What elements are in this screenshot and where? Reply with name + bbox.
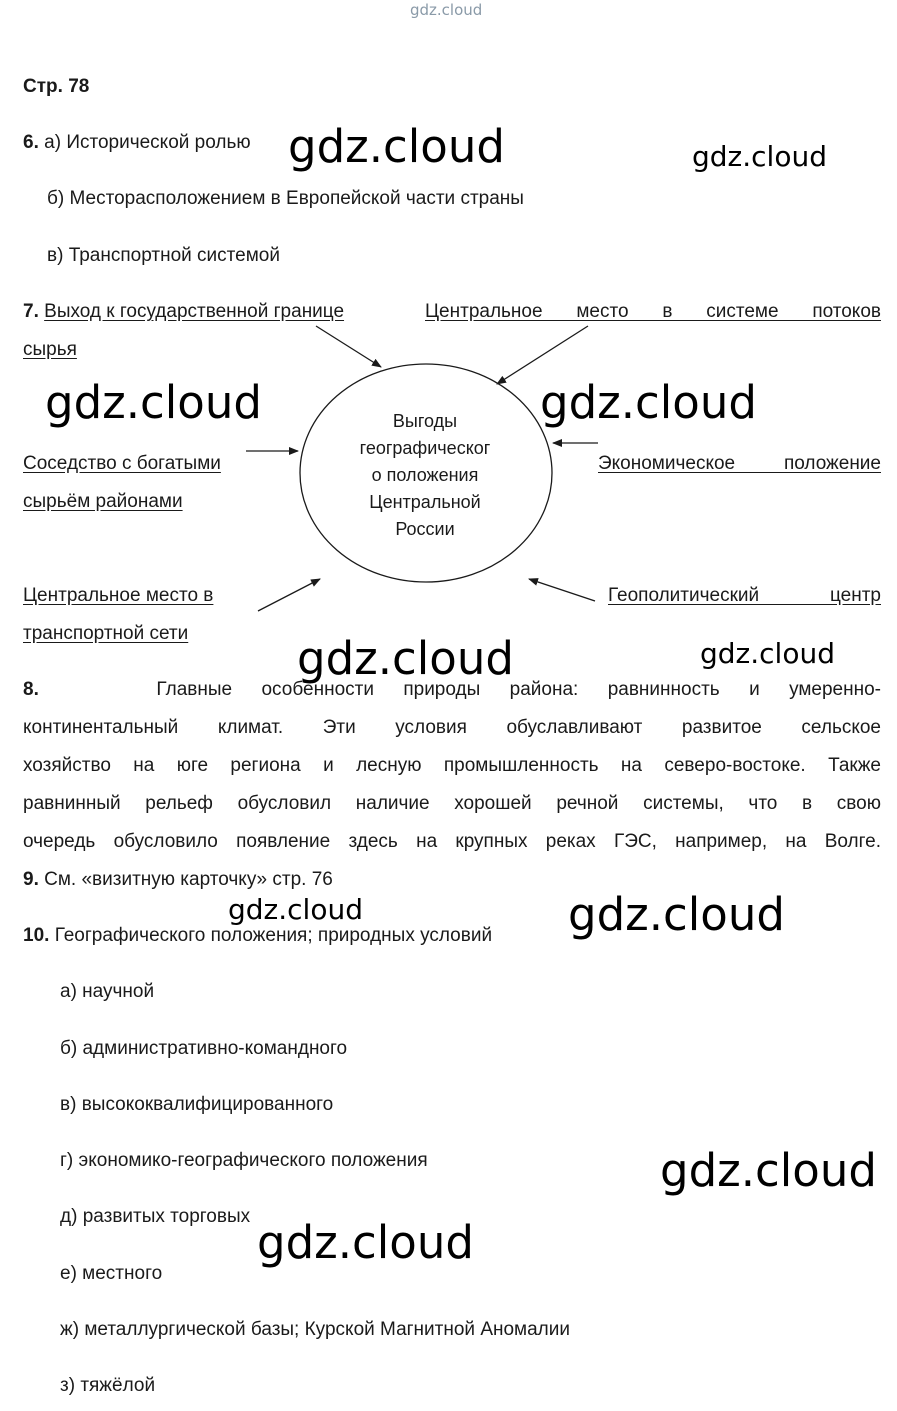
- page-label: Стр. 78: [23, 76, 90, 97]
- q7-border-exit-label: Выход к государственной границе: [44, 301, 345, 322]
- q8-line-4: равнинный рельеф обусловил наличие хорошей речной системы, что в свою: [23, 793, 881, 814]
- q10-item-d: г) экономико-географического положения: [60, 1150, 428, 1171]
- q7-neighbors-line2: сырьём районами: [23, 491, 183, 512]
- q7-border-exit: [23, 302, 344, 321]
- q10-number: 10.: [23, 925, 50, 946]
- center-line-5: России: [395, 519, 455, 539]
- center-line-1: Выгоды: [392, 411, 458, 431]
- center-line-4: Центральной: [369, 492, 481, 512]
- q9-number: 9.: [23, 869, 39, 890]
- arrow-transport: [258, 579, 320, 611]
- watermark: gdz.cloud: [297, 632, 514, 685]
- q8-line-1-text: Главные особенности природы района: равнинность и умеренно-: [156, 679, 881, 700]
- q6-answer-a: а) Исторической ролью: [44, 132, 251, 153]
- watermark: gdz.cloud: [692, 140, 827, 173]
- q7-number: 7.: [23, 301, 39, 322]
- q8-line-5: очередь обусловило появление здесь на крупных реках ГЭС, например, на Волге.: [23, 831, 881, 852]
- q7-transport-line2: транспортной сети: [23, 623, 189, 644]
- watermark: gdz.cloud: [540, 376, 757, 429]
- q10-item-b: б) административно-командного: [60, 1038, 348, 1059]
- q7-neighbors-line1: Соседство с богатыми: [23, 453, 221, 474]
- q10-text: Географического положения; природных условий: [54, 925, 493, 946]
- q8-number: 8.: [23, 679, 39, 700]
- watermark: gdz.cloud: [568, 888, 785, 941]
- q7-transport-line1: Центральное место в: [23, 585, 214, 606]
- q10-item-h: з) тяжёлой: [60, 1375, 156, 1396]
- q7-raw-flows-line2: сырья: [23, 339, 77, 360]
- watermark: gdz.cloud: [45, 376, 262, 429]
- watermark: gdz.cloud: [257, 1216, 474, 1269]
- watermark: gdz.cloud: [660, 1144, 877, 1197]
- watermark: gdz.cloud: [288, 120, 505, 173]
- arrow-border-exit: [316, 326, 381, 367]
- q10-item-g: ж) металлургической базы; Курской Магнитной Аномалии: [60, 1319, 570, 1340]
- q7-center-label: [345, 408, 505, 543]
- q7-economic: Экономическое положение: [598, 453, 881, 474]
- q10-item-f: е) местного: [60, 1263, 163, 1284]
- q9-text: См. «визитную карточку» стр. 76: [44, 869, 333, 890]
- q8-line-3: хозяйство на юге региона и лесную промышленность на северо-востоке. Также: [23, 755, 881, 776]
- watermark: gdz.cloud: [228, 893, 363, 926]
- q7-geopolitical: Геополитический центр: [608, 585, 881, 606]
- watermark: gdz.cloud: [700, 637, 835, 670]
- arrow-geopolitical: [529, 579, 595, 601]
- q10-item-c: в) высококвалифицированного: [60, 1094, 334, 1115]
- top-watermark: gdz.cloud: [410, 1, 483, 19]
- q6-item-b: б) Месторасположением в Европейской части страны: [47, 188, 524, 209]
- q10-item-e: д) развитых торговых: [60, 1206, 251, 1227]
- q6-item-c: в) Транспортной системой: [47, 245, 280, 266]
- q10-line: [23, 926, 492, 945]
- q10-item-a: а) научной: [60, 981, 155, 1002]
- q8-line-2: континентальный климат. Эти условия обуславливают развитое сельское: [23, 717, 881, 738]
- q6-number: 6.: [23, 132, 39, 153]
- q7-raw-flows-line1: Центральное место в системе потоков: [425, 301, 881, 322]
- center-line-3: о положения: [371, 465, 479, 485]
- q9-line: [23, 870, 333, 889]
- center-line-2: географическог: [359, 438, 491, 458]
